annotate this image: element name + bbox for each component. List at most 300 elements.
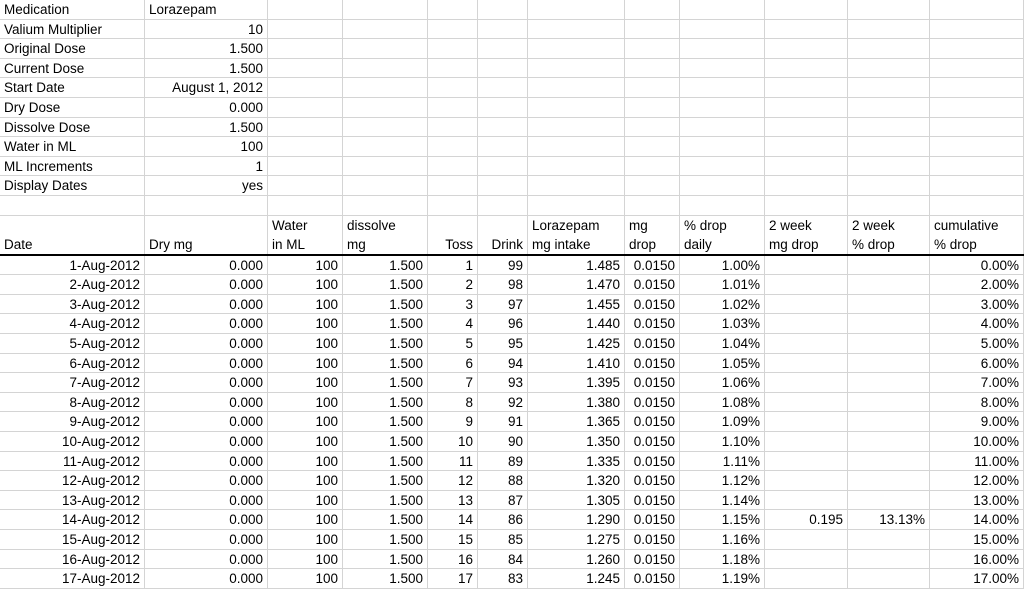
data-cell[interactable]: 1.500 [343, 510, 428, 530]
data-cell[interactable]: 1.395 [528, 373, 625, 393]
empty-cell[interactable] [848, 78, 930, 98]
data-cell[interactable] [765, 314, 848, 334]
data-cell[interactable]: 1.14% [680, 491, 765, 511]
data-cell[interactable] [765, 373, 848, 393]
param-label-cell[interactable]: Water in ML [0, 137, 145, 157]
empty-cell[interactable] [848, 137, 930, 157]
data-cell[interactable]: 9 [428, 412, 478, 432]
empty-cell[interactable] [765, 157, 848, 177]
data-cell[interactable] [765, 550, 848, 570]
param-label-cell[interactable]: Medication [0, 0, 145, 20]
empty-cell[interactable] [680, 176, 765, 196]
data-cell[interactable] [765, 530, 848, 550]
data-cell[interactable] [848, 569, 930, 589]
empty-cell[interactable] [428, 196, 478, 216]
data-cell[interactable]: 100 [268, 354, 343, 374]
data-cell[interactable]: 0.0150 [625, 334, 680, 354]
empty-cell[interactable] [268, 78, 343, 98]
empty-cell[interactable] [478, 59, 528, 79]
data-cell[interactable] [848, 550, 930, 570]
empty-cell[interactable] [268, 59, 343, 79]
empty-cell[interactable] [528, 98, 625, 118]
data-cell[interactable]: 84 [478, 550, 528, 570]
data-cell[interactable]: 1.350 [528, 432, 625, 452]
data-cell[interactable]: 10-Aug-2012 [0, 432, 145, 452]
param-value-cell[interactable]: Lorazepam [145, 0, 268, 20]
data-cell[interactable]: 1.12% [680, 471, 765, 491]
empty-cell[interactable] [765, 78, 848, 98]
data-cell[interactable]: 1.305 [528, 491, 625, 511]
param-value-cell[interactable]: 100 [145, 137, 268, 157]
data-cell[interactable]: 100 [268, 530, 343, 550]
empty-cell[interactable] [268, 137, 343, 157]
data-cell[interactable]: 91 [478, 412, 528, 432]
data-cell[interactable]: 0.0150 [625, 432, 680, 452]
empty-cell[interactable] [848, 118, 930, 138]
data-cell[interactable] [848, 412, 930, 432]
data-cell[interactable]: 0.195 [765, 510, 848, 530]
data-cell[interactable] [848, 471, 930, 491]
param-value-cell[interactable]: 0.000 [145, 98, 268, 118]
data-cell[interactable]: 85 [478, 530, 528, 550]
data-cell[interactable] [848, 354, 930, 374]
data-cell[interactable]: 1.500 [343, 275, 428, 295]
empty-cell[interactable] [478, 118, 528, 138]
empty-cell[interactable] [428, 20, 478, 40]
data-cell[interactable]: 2 [428, 275, 478, 295]
empty-cell[interactable] [428, 59, 478, 79]
empty-cell[interactable] [268, 0, 343, 20]
data-cell[interactable] [848, 491, 930, 511]
param-value-cell[interactable]: 10 [145, 20, 268, 40]
data-cell[interactable]: 1.260 [528, 550, 625, 570]
empty-cell[interactable] [680, 98, 765, 118]
data-cell[interactable] [765, 432, 848, 452]
data-cell[interactable]: 15-Aug-2012 [0, 530, 145, 550]
data-cell[interactable]: 96 [478, 314, 528, 334]
data-cell[interactable]: 3-Aug-2012 [0, 295, 145, 315]
data-cell[interactable]: 0.0150 [625, 393, 680, 413]
empty-cell[interactable] [625, 39, 680, 59]
empty-cell[interactable] [765, 137, 848, 157]
data-cell[interactable]: 4-Aug-2012 [0, 314, 145, 334]
empty-cell[interactable] [343, 39, 428, 59]
data-cell[interactable]: 3.00% [930, 295, 1024, 315]
data-cell[interactable]: 1.470 [528, 275, 625, 295]
param-value-cell[interactable]: yes [145, 176, 268, 196]
data-cell[interactable]: 1.500 [343, 550, 428, 570]
empty-cell[interactable] [478, 20, 528, 40]
data-cell[interactable]: 1.500 [343, 314, 428, 334]
data-cell[interactable]: 3 [428, 295, 478, 315]
data-cell[interactable]: 1.16% [680, 530, 765, 550]
data-cell[interactable]: 1.02% [680, 295, 765, 315]
data-cell[interactable]: 100 [268, 510, 343, 530]
column-header-cell[interactable] [145, 216, 268, 254]
data-cell[interactable]: 5.00% [930, 334, 1024, 354]
data-cell[interactable]: 0.0150 [625, 256, 680, 276]
param-label-cell[interactable]: Dry Dose [0, 98, 145, 118]
data-cell[interactable]: 1.500 [343, 452, 428, 472]
column-header-cell[interactable] [930, 216, 1024, 254]
data-cell[interactable]: 100 [268, 256, 343, 276]
data-cell[interactable]: 1.500 [343, 295, 428, 315]
data-cell[interactable]: 1.380 [528, 393, 625, 413]
data-cell[interactable]: 2.00% [930, 275, 1024, 295]
empty-cell[interactable] [528, 157, 625, 177]
column-header-cell[interactable] [428, 216, 478, 254]
param-label-cell[interactable]: ML Increments [0, 157, 145, 177]
data-cell[interactable] [765, 491, 848, 511]
data-cell[interactable]: 0.0150 [625, 354, 680, 374]
data-cell[interactable]: 1.04% [680, 334, 765, 354]
data-cell[interactable]: 13-Aug-2012 [0, 491, 145, 511]
data-cell[interactable]: 12 [428, 471, 478, 491]
param-label-cell[interactable]: Display Dates [0, 176, 145, 196]
empty-cell[interactable] [930, 157, 1024, 177]
data-cell[interactable]: 94 [478, 354, 528, 374]
empty-cell[interactable] [930, 98, 1024, 118]
data-cell[interactable]: 0.0150 [625, 510, 680, 530]
data-cell[interactable]: 100 [268, 471, 343, 491]
data-cell[interactable]: 0.000 [145, 412, 268, 432]
data-cell[interactable]: 7.00% [930, 373, 1024, 393]
data-cell[interactable]: 1.09% [680, 412, 765, 432]
data-cell[interactable] [848, 393, 930, 413]
empty-cell[interactable] [848, 196, 930, 216]
empty-cell[interactable] [343, 137, 428, 157]
data-cell[interactable]: 1.335 [528, 452, 625, 472]
empty-cell[interactable] [478, 157, 528, 177]
data-cell[interactable]: 10 [428, 432, 478, 452]
empty-cell[interactable] [343, 196, 428, 216]
data-cell[interactable]: 1-Aug-2012 [0, 256, 145, 276]
data-cell[interactable]: 95 [478, 334, 528, 354]
column-header-cell[interactable] [0, 216, 145, 254]
data-cell[interactable]: 1.500 [343, 569, 428, 589]
empty-cell[interactable] [268, 98, 343, 118]
data-cell[interactable]: 0.000 [145, 334, 268, 354]
empty-cell[interactable] [625, 157, 680, 177]
empty-cell[interactable] [930, 39, 1024, 59]
data-cell[interactable]: 97 [478, 295, 528, 315]
data-cell[interactable] [848, 275, 930, 295]
empty-cell[interactable] [343, 59, 428, 79]
empty-cell[interactable] [528, 59, 625, 79]
empty-cell[interactable] [625, 20, 680, 40]
data-cell[interactable]: 13.13% [848, 510, 930, 530]
empty-cell[interactable] [145, 196, 268, 216]
data-cell[interactable]: 100 [268, 393, 343, 413]
empty-cell[interactable] [478, 196, 528, 216]
data-cell[interactable] [848, 334, 930, 354]
empty-cell[interactable] [343, 20, 428, 40]
empty-cell[interactable] [343, 98, 428, 118]
data-cell[interactable]: 16 [428, 550, 478, 570]
empty-cell[interactable] [268, 157, 343, 177]
data-cell[interactable]: 1.500 [343, 256, 428, 276]
empty-cell[interactable] [428, 98, 478, 118]
data-cell[interactable]: 1.320 [528, 471, 625, 491]
data-cell[interactable]: 1.10% [680, 432, 765, 452]
empty-cell[interactable] [930, 176, 1024, 196]
data-cell[interactable]: 1.485 [528, 256, 625, 276]
data-cell[interactable]: 0.000 [145, 510, 268, 530]
empty-cell[interactable] [848, 39, 930, 59]
empty-cell[interactable] [625, 0, 680, 20]
data-cell[interactable] [765, 452, 848, 472]
data-cell[interactable] [848, 530, 930, 550]
data-cell[interactable]: 0.000 [145, 354, 268, 374]
empty-cell[interactable] [765, 196, 848, 216]
data-cell[interactable]: 98 [478, 275, 528, 295]
data-cell[interactable]: 6 [428, 354, 478, 374]
data-cell[interactable]: 16.00% [930, 550, 1024, 570]
data-cell[interactable]: 88 [478, 471, 528, 491]
data-cell[interactable]: 1.500 [343, 412, 428, 432]
data-cell[interactable]: 100 [268, 295, 343, 315]
empty-cell[interactable] [765, 0, 848, 20]
data-cell[interactable]: 6.00% [930, 354, 1024, 374]
param-value-cell[interactable]: 1.500 [145, 59, 268, 79]
empty-cell[interactable] [428, 39, 478, 59]
empty-cell[interactable] [428, 118, 478, 138]
data-cell[interactable]: 1 [428, 256, 478, 276]
data-cell[interactable]: 4 [428, 314, 478, 334]
data-cell[interactable]: 5-Aug-2012 [0, 334, 145, 354]
data-cell[interactable]: 14.00% [930, 510, 1024, 530]
empty-cell[interactable] [625, 98, 680, 118]
empty-cell[interactable] [478, 137, 528, 157]
empty-cell[interactable] [428, 157, 478, 177]
data-cell[interactable]: 100 [268, 412, 343, 432]
data-cell[interactable]: 4.00% [930, 314, 1024, 334]
data-cell[interactable]: 92 [478, 393, 528, 413]
empty-cell[interactable] [625, 137, 680, 157]
param-label-cell[interactable]: Original Dose [0, 39, 145, 59]
empty-cell[interactable] [268, 20, 343, 40]
data-cell[interactable] [765, 256, 848, 276]
empty-cell[interactable] [268, 176, 343, 196]
data-cell[interactable]: 10.00% [930, 432, 1024, 452]
data-cell[interactable]: 8 [428, 393, 478, 413]
empty-cell[interactable] [528, 20, 625, 40]
empty-cell[interactable] [528, 118, 625, 138]
empty-cell[interactable] [428, 137, 478, 157]
data-cell[interactable] [765, 354, 848, 374]
data-cell[interactable]: 100 [268, 550, 343, 570]
data-cell[interactable]: 100 [268, 275, 343, 295]
data-cell[interactable]: 9-Aug-2012 [0, 412, 145, 432]
data-cell[interactable]: 100 [268, 314, 343, 334]
empty-cell[interactable] [478, 0, 528, 20]
param-value-cell[interactable]: 1.500 [145, 39, 268, 59]
data-cell[interactable]: 0.000 [145, 314, 268, 334]
empty-cell[interactable] [528, 176, 625, 196]
data-cell[interactable]: 0.0150 [625, 491, 680, 511]
empty-cell[interactable] [930, 137, 1024, 157]
empty-cell[interactable] [680, 78, 765, 98]
data-cell[interactable]: 11 [428, 452, 478, 472]
data-cell[interactable]: 0.000 [145, 550, 268, 570]
data-cell[interactable]: 17-Aug-2012 [0, 569, 145, 589]
column-header-cell[interactable] [478, 216, 528, 254]
column-header-cell[interactable] [680, 216, 765, 254]
empty-cell[interactable] [268, 196, 343, 216]
data-cell[interactable]: 13 [428, 491, 478, 511]
data-cell[interactable] [765, 295, 848, 315]
column-header-cell[interactable] [528, 216, 625, 254]
data-cell[interactable]: 0.0150 [625, 471, 680, 491]
empty-cell[interactable] [765, 59, 848, 79]
empty-cell[interactable] [343, 157, 428, 177]
data-cell[interactable]: 12-Aug-2012 [0, 471, 145, 491]
data-cell[interactable]: 0.0150 [625, 412, 680, 432]
data-cell[interactable]: 0.0150 [625, 550, 680, 570]
data-cell[interactable]: 1.19% [680, 569, 765, 589]
data-cell[interactable]: 1.275 [528, 530, 625, 550]
data-cell[interactable]: 0.0150 [625, 569, 680, 589]
data-cell[interactable]: 15.00% [930, 530, 1024, 550]
data-cell[interactable]: 100 [268, 334, 343, 354]
empty-cell[interactable] [765, 20, 848, 40]
empty-cell[interactable] [478, 176, 528, 196]
data-cell[interactable]: 86 [478, 510, 528, 530]
data-cell[interactable]: 0.000 [145, 452, 268, 472]
data-cell[interactable]: 11.00% [930, 452, 1024, 472]
param-value-cell[interactable]: August 1, 2012 [145, 78, 268, 98]
data-cell[interactable]: 1.03% [680, 314, 765, 334]
data-cell[interactable]: 0.000 [145, 432, 268, 452]
data-cell[interactable]: 8.00% [930, 393, 1024, 413]
empty-cell[interactable] [680, 59, 765, 79]
empty-cell[interactable] [848, 20, 930, 40]
data-cell[interactable]: 90 [478, 432, 528, 452]
data-cell[interactable]: 17 [428, 569, 478, 589]
data-cell[interactable]: 0.000 [145, 471, 268, 491]
data-cell[interactable]: 1.455 [528, 295, 625, 315]
empty-cell[interactable] [930, 196, 1024, 216]
data-cell[interactable]: 14-Aug-2012 [0, 510, 145, 530]
data-cell[interactable] [848, 452, 930, 472]
data-cell[interactable]: 93 [478, 373, 528, 393]
data-cell[interactable]: 0.000 [145, 295, 268, 315]
empty-cell[interactable] [765, 98, 848, 118]
data-cell[interactable]: 0.0150 [625, 314, 680, 334]
empty-cell[interactable] [625, 78, 680, 98]
empty-cell[interactable] [930, 118, 1024, 138]
column-header-cell[interactable] [268, 216, 343, 254]
data-cell[interactable] [848, 295, 930, 315]
data-cell[interactable]: 1.500 [343, 334, 428, 354]
data-cell[interactable]: 1.440 [528, 314, 625, 334]
empty-cell[interactable] [343, 0, 428, 20]
data-cell[interactable]: 1.500 [343, 432, 428, 452]
column-header-cell[interactable] [343, 216, 428, 254]
empty-cell[interactable] [680, 0, 765, 20]
data-cell[interactable]: 0.0150 [625, 373, 680, 393]
empty-cell[interactable] [625, 118, 680, 138]
empty-cell[interactable] [478, 39, 528, 59]
data-cell[interactable]: 12.00% [930, 471, 1024, 491]
empty-cell[interactable] [930, 59, 1024, 79]
data-cell[interactable]: 7 [428, 373, 478, 393]
data-cell[interactable]: 0.00% [930, 256, 1024, 276]
empty-cell[interactable] [930, 0, 1024, 20]
data-cell[interactable]: 2-Aug-2012 [0, 275, 145, 295]
data-cell[interactable]: 0.000 [145, 256, 268, 276]
param-label-cell[interactable]: Current Dose [0, 59, 145, 79]
data-cell[interactable]: 0.000 [145, 373, 268, 393]
data-cell[interactable] [848, 373, 930, 393]
data-cell[interactable] [765, 334, 848, 354]
data-cell[interactable]: 83 [478, 569, 528, 589]
data-cell[interactable]: 1.06% [680, 373, 765, 393]
data-cell[interactable]: 1.425 [528, 334, 625, 354]
empty-cell[interactable] [268, 39, 343, 59]
empty-cell[interactable] [625, 176, 680, 196]
data-cell[interactable]: 5 [428, 334, 478, 354]
data-cell[interactable]: 7-Aug-2012 [0, 373, 145, 393]
data-cell[interactable]: 1.18% [680, 550, 765, 570]
data-cell[interactable] [765, 471, 848, 491]
empty-cell[interactable] [848, 98, 930, 118]
data-cell[interactable]: 11-Aug-2012 [0, 452, 145, 472]
empty-cell[interactable] [680, 196, 765, 216]
data-cell[interactable]: 1.410 [528, 354, 625, 374]
empty-cell[interactable] [478, 98, 528, 118]
data-cell[interactable] [765, 275, 848, 295]
data-cell[interactable]: 1.500 [343, 530, 428, 550]
data-cell[interactable]: 0.000 [145, 393, 268, 413]
data-cell[interactable]: 0.0150 [625, 530, 680, 550]
data-cell[interactable]: 1.500 [343, 491, 428, 511]
empty-cell[interactable] [528, 78, 625, 98]
column-header-cell[interactable] [765, 216, 848, 254]
empty-cell[interactable] [930, 78, 1024, 98]
data-cell[interactable]: 1.15% [680, 510, 765, 530]
data-cell[interactable]: 8-Aug-2012 [0, 393, 145, 413]
empty-cell[interactable] [528, 0, 625, 20]
data-cell[interactable]: 1.05% [680, 354, 765, 374]
data-cell[interactable]: 1.01% [680, 275, 765, 295]
data-cell[interactable]: 100 [268, 491, 343, 511]
empty-cell[interactable] [848, 0, 930, 20]
data-cell[interactable]: 13.00% [930, 491, 1024, 511]
data-cell[interactable]: 0.000 [145, 275, 268, 295]
empty-cell[interactable] [0, 196, 145, 216]
empty-cell[interactable] [680, 20, 765, 40]
data-cell[interactable]: 0.000 [145, 530, 268, 550]
empty-cell[interactable] [765, 39, 848, 59]
empty-cell[interactable] [528, 196, 625, 216]
data-cell[interactable] [848, 256, 930, 276]
empty-cell[interactable] [528, 137, 625, 157]
data-cell[interactable]: 100 [268, 569, 343, 589]
data-cell[interactable]: 0.000 [145, 491, 268, 511]
data-cell[interactable]: 89 [478, 452, 528, 472]
empty-cell[interactable] [428, 78, 478, 98]
param-value-cell[interactable]: 1.500 [145, 118, 268, 138]
data-cell[interactable]: 1.500 [343, 354, 428, 374]
empty-cell[interactable] [625, 59, 680, 79]
empty-cell[interactable] [765, 118, 848, 138]
data-cell[interactable]: 6-Aug-2012 [0, 354, 145, 374]
empty-cell[interactable] [343, 176, 428, 196]
data-cell[interactable]: 1.500 [343, 393, 428, 413]
param-label-cell[interactable]: Start Date [0, 78, 145, 98]
empty-cell[interactable] [765, 176, 848, 196]
